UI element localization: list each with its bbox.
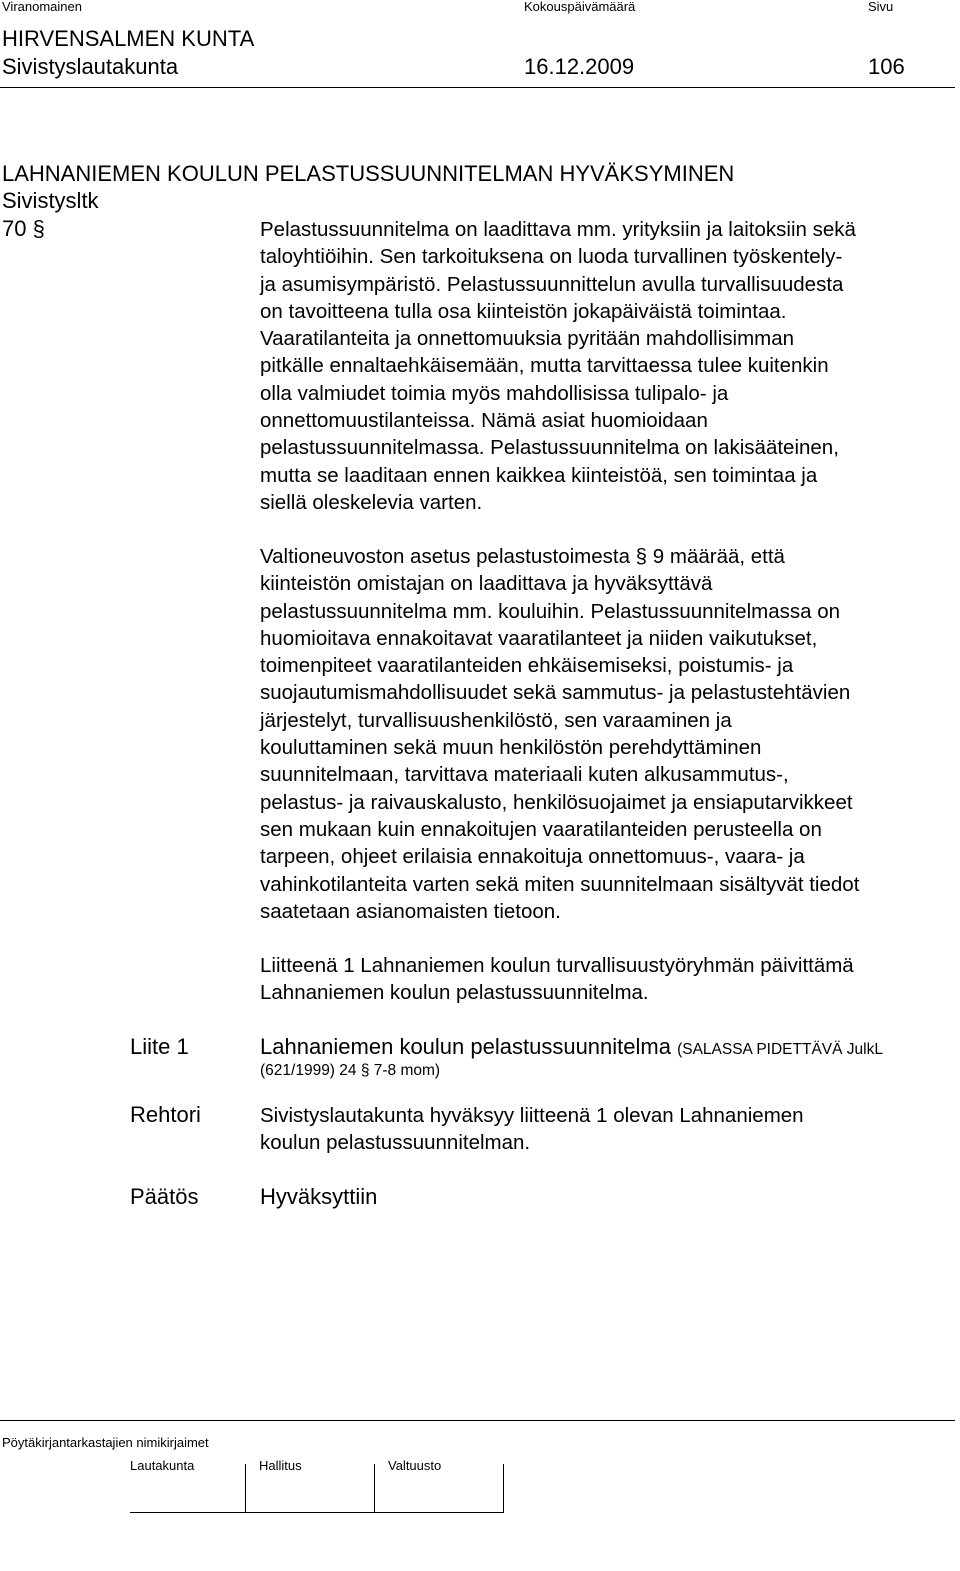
attachment-title: [260, 1034, 883, 1060]
footer-column-divider: [374, 1464, 375, 1512]
paragraph-line: taloyhtiöihin. Sen tarkoituksena on luoda turvallinen työskentely-: [260, 245, 843, 269]
proposal-line: Sivistyslautakunta hyväksyy liitteenä 1 olevan Lahnaniemen: [260, 1104, 804, 1127]
paragraph-line: toimenpiteet vaaratilanteiden ehkäisemiseksi, poistumis- ja: [260, 654, 794, 678]
proposal-text: [260, 1102, 960, 1157]
paragraph-line: on tavoitteena tulla osa kiinteistön jokapäiväistä toimintaa.: [260, 299, 787, 323]
proposal-label: Rehtori: [130, 1102, 201, 1127]
paragraph-line: onnettomuustilanteissa. Nämä asiat huomioidaan: [260, 409, 708, 433]
paragraph-line: Liitteenä 1 Lahnaniemen koulun turvallisuustyöryhmän päivittämä: [260, 954, 854, 977]
footer-column-divider: [503, 1464, 504, 1512]
proposal-line: koulun pelastussuunnitelman.: [260, 1131, 531, 1155]
attachment-label: Liite 1: [130, 1034, 189, 1059]
paragraph-line: Lahnaniemen koulun pelastussuunnitelma.: [260, 981, 649, 1005]
paragraph-line: suunnitelmaan, tarvittava materiaali kuten alkusammutus-,: [260, 763, 789, 787]
committee-abbreviation: Sivistysltk: [2, 188, 99, 213]
header-label-authority: Viranomainen: [2, 0, 82, 14]
footer-col-board: Lautakunta: [130, 1458, 195, 1473]
header-label-date: Kokouspäivämäärä: [524, 0, 636, 14]
footer-column-divider: [245, 1464, 246, 1512]
section-title: LAHNANIEMEN KOULUN PELASTUSSUUNNITELMAN HYVÄKSYMINEN: [2, 161, 735, 186]
paragraph-line: vahinkotilanteita varten sekä miten suunnitelmaan sisältyvät tiedot: [260, 872, 860, 896]
paragraph-line: mutta se laaditaan ennen kaikkea kiinteistöä, sen toimintaa ja: [260, 463, 818, 487]
paragraph-line: tarpeen, ohjeet erilaisia ennakoituja onnettomuus-, vaara- ja: [260, 845, 805, 869]
decision-text: Hyväksyttiin: [260, 1184, 378, 1209]
paragraph-line: olla valmiudet toimia myös mahdollisissa tulipalo- ja: [260, 381, 729, 405]
paragraph-line: Valtioneuvoston asetus pelastustoimesta § 9 määrää, että: [260, 545, 785, 568]
paragraph-line: pelastussuunnitelmassa. Pelastussuunnitelma on lakisääteinen,: [260, 436, 839, 460]
paragraph-line: suojautumismahdollisuudet sekä sammutus- ja pelastustehtävien: [260, 681, 851, 705]
decision-label: Päätös: [130, 1184, 199, 1209]
attachment-confidential-note-cont: (621/1999) 24 § 7-8 mom): [260, 1062, 441, 1079]
paragraph-line: kiinteistön omistajan on laadittava ja hyväksyttävä: [260, 572, 713, 596]
paragraph-line: sen mukaan kuin ennakoitujen vaaratilanteiden perusteella on: [260, 817, 822, 841]
paragraph-line: kouluttaminen sekä muun henkilöstön perehdyttäminen: [260, 736, 762, 760]
paragraph-1: [260, 216, 960, 516]
paragraph-line: Vaaratilanteita ja onnettomuuksia pyritään mahdollisimman: [260, 327, 795, 351]
paragraph-line: Pelastussuunnitelma on laadittava mm. yrityksiin ja laitoksiin sekä: [260, 218, 856, 241]
paragraph-line: pelastus- ja raivauskalusto, henkilösuojaimet ja ensiaputarvikkeet: [260, 790, 853, 814]
paragraph-line: ja asumisympäristö. Pelastussuunnittelun avulla turvallisuudesta: [260, 272, 844, 296]
paragraph-line: siellä oleskelevia varten.: [260, 490, 483, 514]
attachment-title-text: Lahnaniemen koulun pelastussuunnitelma: [260, 1034, 671, 1059]
footer-col-council: Valtuusto: [388, 1458, 442, 1473]
paragraph-line: pitkälle ennaltaehkäisemään, mutta tarvittaessa tulee kuitenkin: [260, 354, 829, 378]
paragraph-line: huomioitava ennakoitavat vaaratilanteet ja niiden vaikutukset,: [260, 626, 818, 650]
attachment-confidential-note: (SALASSA PIDETTÄVÄ JulkL: [677, 1041, 883, 1058]
footer-col-executive: Hallitus: [259, 1458, 302, 1473]
header-label-page: Sivu: [868, 0, 894, 14]
meeting-date: 16.12.2009: [524, 54, 635, 79]
header-divider: [0, 87, 955, 88]
paragraph-line: pelastussuunnitelma mm. kouluihin. Pelastussuunnitelmassa on: [260, 599, 841, 623]
page-number: 106: [868, 54, 905, 79]
footer-signature-line: [130, 1512, 504, 1513]
authority-name: Sivistyslautakunta: [2, 54, 179, 79]
paragraph-2: [260, 543, 960, 925]
signatures-label: Pöytäkirjantarkastajien nimikirjaimet: [2, 1435, 209, 1450]
municipality-name: HIRVENSALMEN KUNTA: [2, 26, 255, 51]
item-number: 70 §: [2, 216, 45, 241]
paragraph-line: saatetaan asianomaisten tietoon.: [260, 899, 561, 923]
paragraph-line: järjestelyt, turvallisuushenkilöstö, sen varaaminen ja: [260, 708, 732, 732]
paragraph-3: [260, 952, 960, 1007]
footer-divider: [0, 1420, 955, 1421]
